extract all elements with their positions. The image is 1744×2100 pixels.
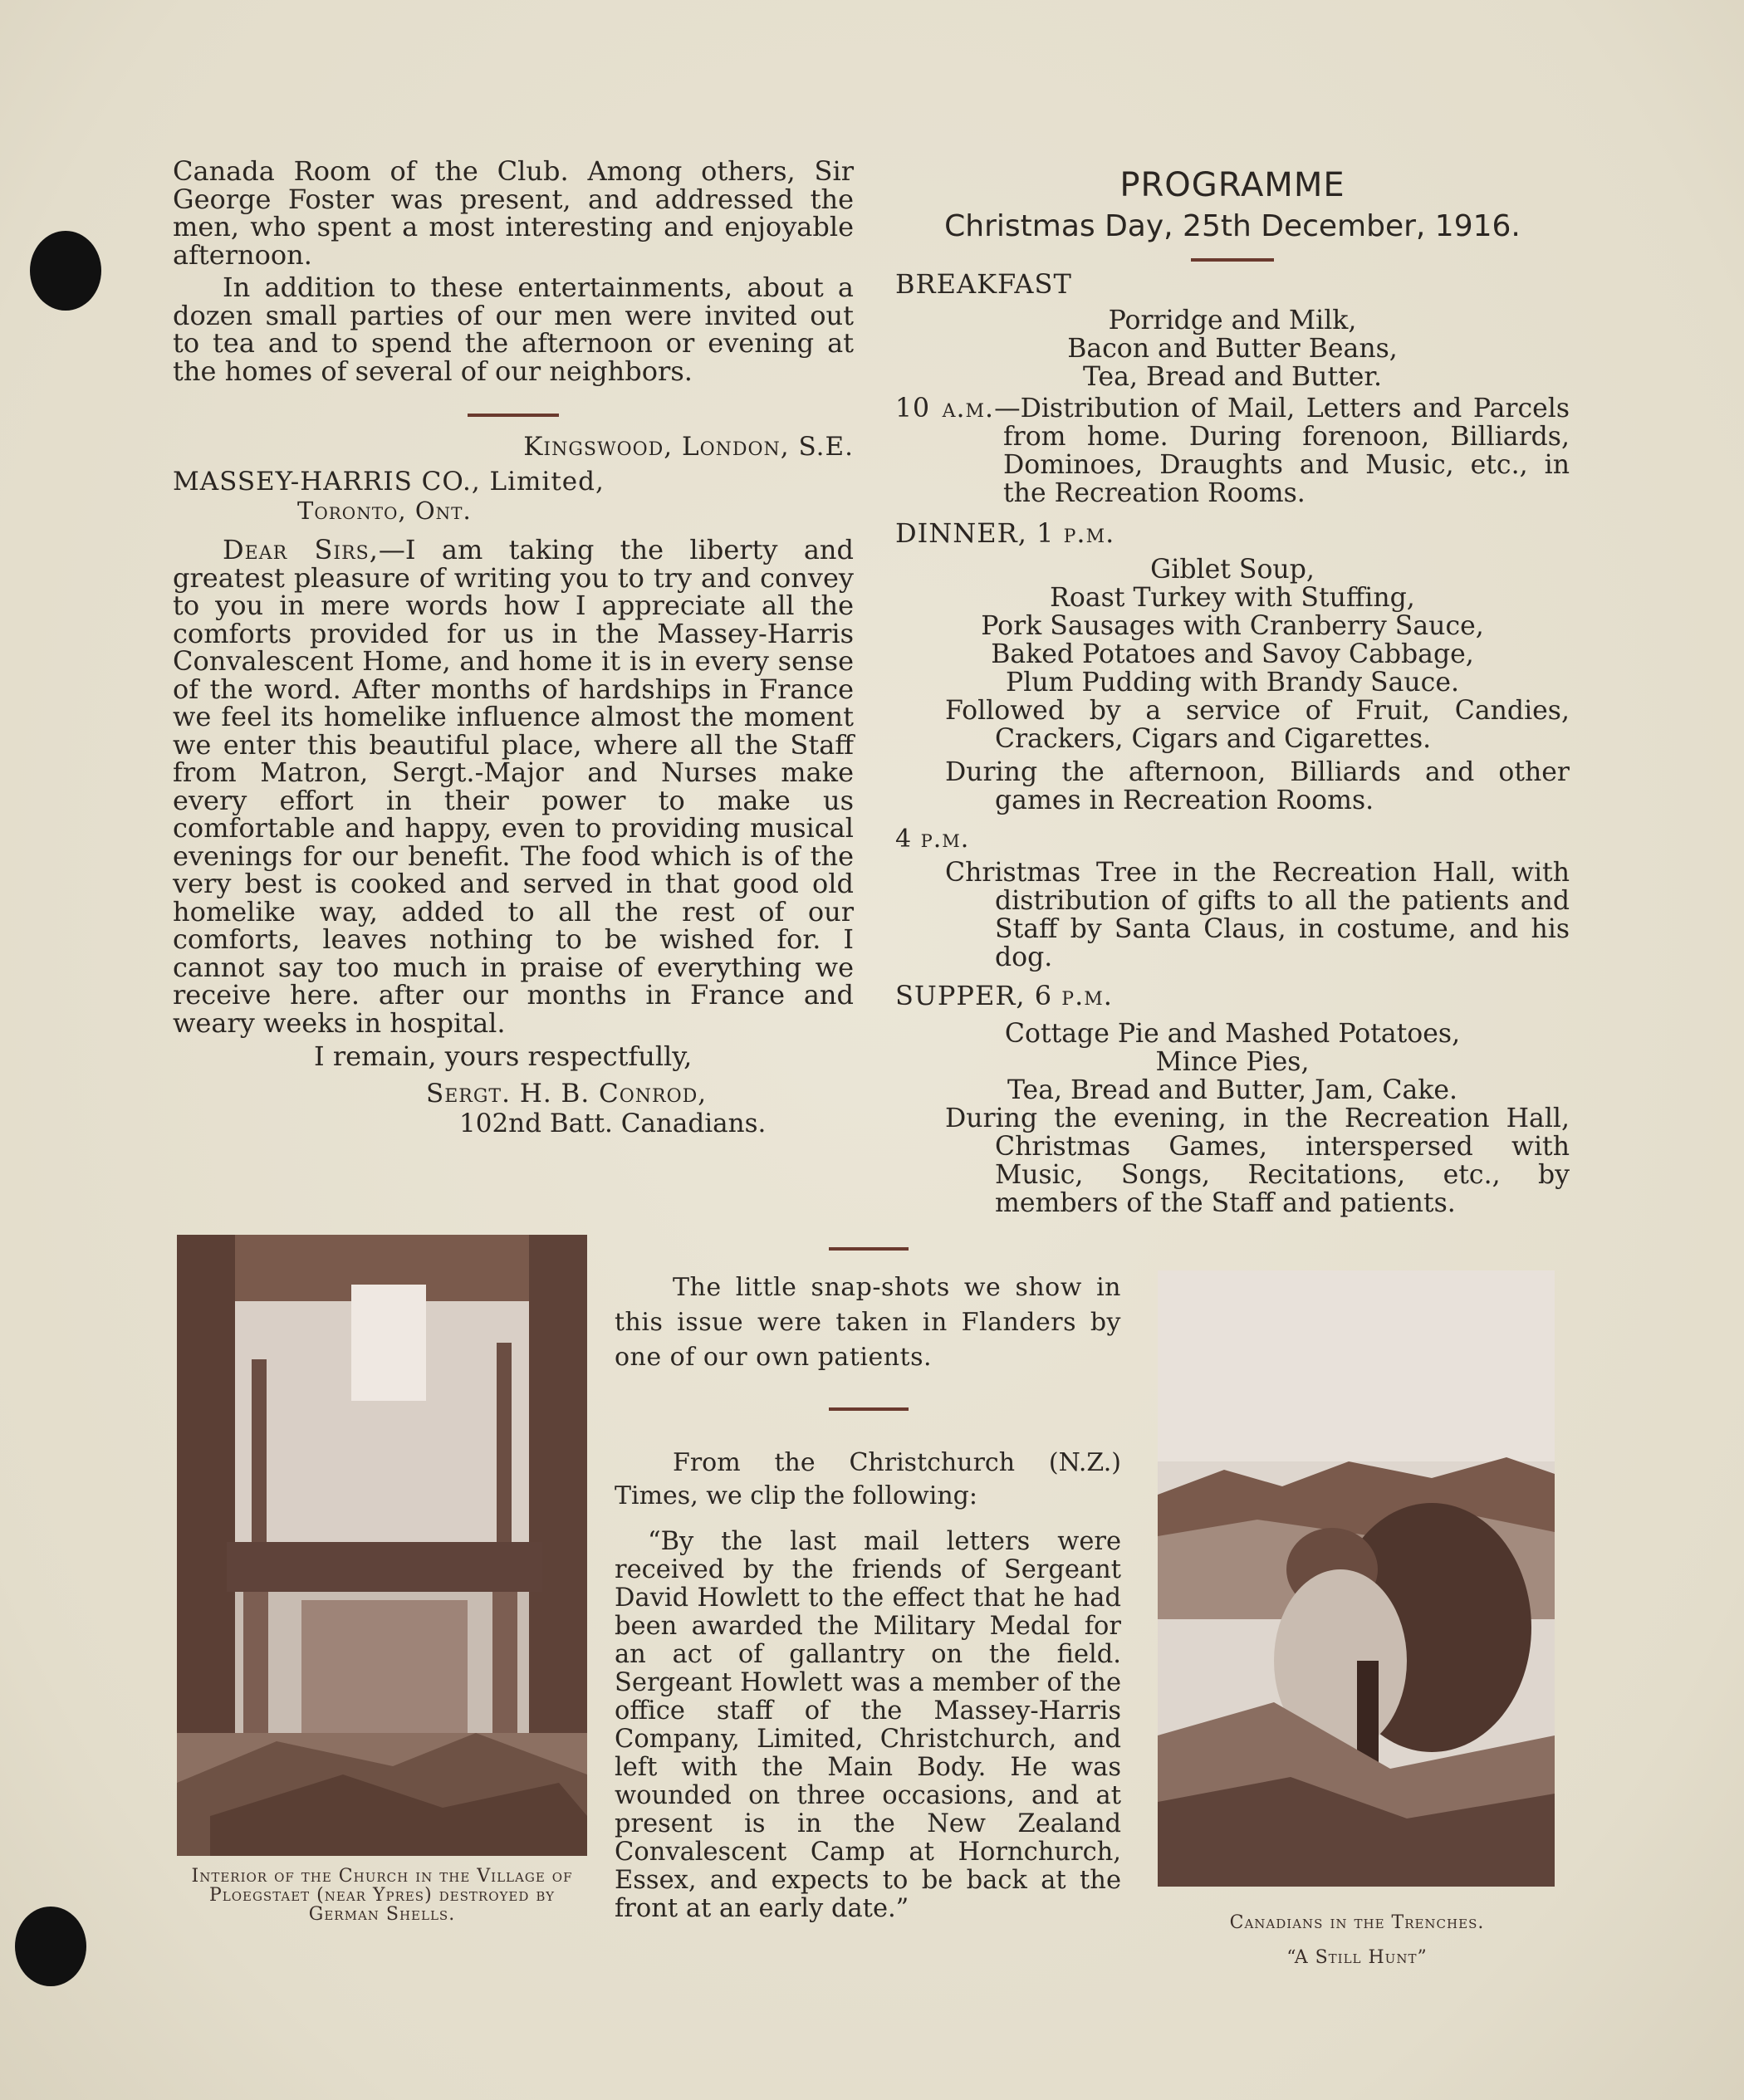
- binder-hole-bottom: [15, 1907, 86, 1986]
- christchurch-intro: From the Christchurch (N.Z.) Times, we clip the following:: [615, 1448, 1121, 1510]
- supper-menu: [895, 1020, 1570, 1104]
- snapshots-top-rule: [829, 1247, 909, 1251]
- dinner-time: p.m.: [1063, 517, 1115, 549]
- dinner-heading: [895, 517, 1570, 549]
- snapshots-bottom-rule: [829, 1407, 909, 1411]
- snapshots-note: [615, 1270, 1121, 1375]
- dinner-menu: [895, 556, 1570, 697]
- programme-rule: [1191, 258, 1274, 262]
- mail-distribution: [895, 394, 1570, 507]
- church-photo-caption: Interior of the Church in the Village of Ploegstaet (near Ypres) destroyed by German Shells.: [191, 1866, 573, 1925]
- binder-hole-top: [30, 231, 101, 311]
- letter-body: [173, 536, 854, 1037]
- supper-time: p.m.: [1061, 980, 1113, 1011]
- entertainments-paragraph: In addition to these entertainments, about a dozen small parties of our men were invited out to tea and to spend the afternoon or evening at the homes of several of our neighbors.: [173, 272, 854, 387]
- church-interior-photo: [177, 1235, 587, 1856]
- programme-title: PROGRAMME: [1119, 166, 1345, 204]
- club-paragraph: Canada Room of the Club. Among others, Sir George Foster was present, and addressed the men, who spent a most interesting and enjoyable afternoon.: [173, 155, 854, 271]
- trenches-caption-line2: “A Still Hunt”: [1286, 1947, 1428, 1968]
- breakfast-menu: [895, 306, 1570, 391]
- supper-evening: During the evening, in the Recreation Hall, Christmas Games, interspersed with Music, Songs, Recitations, etc., by members of the Staff and patients.: [945, 1104, 1570, 1218]
- dinner-afternoon: During the afternoon, Billiards and other games in Recreation Rooms.: [945, 757, 1570, 815]
- letter-address: Kingswood, London, S.E.: [523, 432, 854, 462]
- dinner-followed: Followed by a service of Fruit, Candies, Crackers, Cigars and Cigarettes.: [945, 696, 1570, 754]
- trenches-photo: [1158, 1270, 1555, 1887]
- letter-closing: I remain, yours respectfully,: [314, 1040, 693, 1072]
- christchurch-article: [615, 1447, 1121, 1923]
- supper-heading: [895, 980, 1570, 1011]
- programme-column: [895, 158, 1570, 1217]
- ten-am-time: 10 a.m.: [895, 394, 995, 423]
- dinner-item: Giblet Soup,: [1150, 555, 1315, 585]
- letter-recipient: MASSEY-HARRIS CO., Limited,: [173, 467, 605, 497]
- letter-signature: Sergt. H. B. Conrod,: [426, 1079, 708, 1109]
- supper-item: Mince Pies,: [1155, 1047, 1310, 1077]
- breakfast-heading: BREAKFAST: [895, 268, 1072, 300]
- snapshots-text: The little snap-shots we show in this issue were taken in Flanders by one of our own patients.: [615, 1273, 1121, 1372]
- dinner-item: Baked Potatoes and Savoy Cabbage,: [991, 639, 1474, 669]
- four-pm-heading: 4 p.m.: [895, 825, 970, 854]
- dinner-item: Pork Sausages with Cranberry Sauce,: [981, 611, 1484, 641]
- programme-date: Christmas Day, 25th December, 1916.: [944, 209, 1521, 243]
- trenches-caption-line1: Canadians in the Trenches.: [1229, 1912, 1485, 1933]
- supper-item: Cottage Pie and Mashed Potatoes,: [1004, 1019, 1461, 1049]
- trenches-image: [1158, 1270, 1555, 1887]
- letter-salutation: Dear Sirs,: [223, 534, 379, 565]
- dinner-label: DINNER, 1: [895, 517, 1064, 549]
- dinner-item: Plum Pudding with Brandy Sauce.: [1006, 668, 1459, 698]
- letter-recipient-city: Toronto, Ont.: [297, 497, 472, 525]
- breakfast-item: Porridge and Milk,: [1108, 306, 1357, 335]
- breakfast-item: Bacon and Butter Beans,: [1067, 334, 1398, 364]
- supper-item: Tea, Bread and Butter, Jam, Cake.: [1007, 1075, 1457, 1105]
- christchurch-quote: “By the last mail letters were received by the friends of Sergeant David Howlett to the effect that he had been awarded the Military Medal for an act of gallantry on the field. Sergeant Howlett was a member of the office staff of the Massey-Harris Company, Limited, Christchurch, and left with the Main Body. He was wounded on three occasions, and at present is in the New Zealand Convalescent Camp at Hornchurch, Essex, and expects to be back at the front at an early date.”: [615, 1527, 1121, 1923]
- breakfast-item: Tea, Bread and Butter.: [1082, 362, 1383, 392]
- trenches-photo-caption: [1146, 1906, 1568, 1975]
- left-column: [173, 155, 854, 1138]
- letter-body-text: —I am taking the liberty and greatest pleasure of writing you to try and convey to you in mere words how I appreciate all the comforts provided for us in the Massey-Harris Convalescent Home, and home it is in every sense of the word. After months of hardships in France we feel its homelike influence almost the moment we enter this beautiful place, where all the Staff from Matron, Sergt.-Major and Nurses make every effort in their power to make us comfortable and happy, even to providing musical evenings for our benefit. The food which is of the very best is cooked and served in that good old homelike way, added to all the rest of our comforts, leaves nothing to be wished for. I cannot say too much in praise of everything we receive here. after our months in France and weary weeks in hospital.: [173, 534, 854, 1039]
- church-interior-image: [177, 1235, 587, 1856]
- dinner-item: Roast Turkey with Stuffing,: [1050, 583, 1415, 613]
- letter-unit: 102nd Batt. Canadians.: [459, 1109, 767, 1138]
- christmas-tree-text: Christmas Tree in the Recreation Hall, with distribution of gifts to all the patients and Staff by Santa Claus, in costume, and his dog.: [945, 858, 1570, 972]
- supper-label: SUPPER, 6: [895, 980, 1062, 1011]
- section-rule: [468, 414, 559, 417]
- ten-am-text: —Distribution of Mail, Letters and Parcels from home. During forenoon, Billiards, Dominoes, Draughts and Music, etc., in the Recreation Rooms.: [994, 394, 1570, 508]
